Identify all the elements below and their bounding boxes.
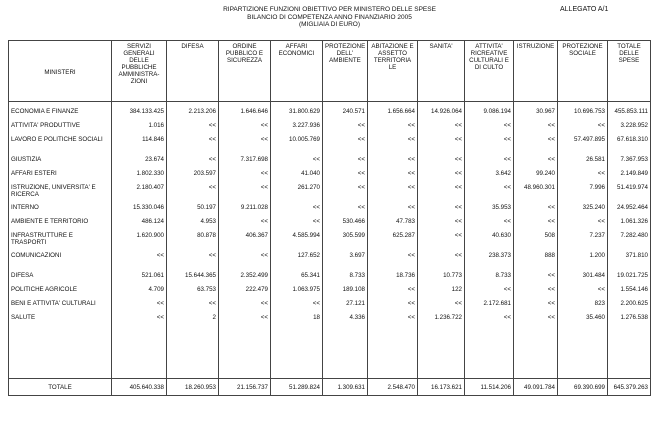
value-cell: << xyxy=(271,300,323,314)
value-cell: << xyxy=(323,156,368,170)
table-row xyxy=(9,272,651,286)
column-header: ORDINE PUBBLICO E SICUREZZA xyxy=(219,41,271,102)
value-cell: 1.200 xyxy=(558,252,608,272)
value-cell: << xyxy=(323,184,368,204)
value-cell: << xyxy=(167,122,219,136)
value-cell: << xyxy=(514,136,558,156)
value-cell: 455.853.111 xyxy=(608,108,651,122)
column-header: TOTALE DELLE SPESE xyxy=(608,41,651,102)
value-cell: 1.063.975 xyxy=(271,286,323,300)
column-header: PROTEZIONE SOCIALE xyxy=(558,41,608,102)
table-row xyxy=(9,252,651,272)
value-cell: 2.172.681 xyxy=(465,300,514,314)
value-cell: << xyxy=(323,122,368,136)
spending-table xyxy=(8,40,651,396)
value-cell: 10.696.753 xyxy=(558,108,608,122)
ministry-name: DIFESA xyxy=(9,272,112,286)
value-cell: 19.021.725 xyxy=(608,272,651,286)
column-header: ISTRUZIONE xyxy=(514,41,558,102)
value-cell: 30.967 xyxy=(514,108,558,122)
ministry-name: SALUTE xyxy=(9,314,112,340)
value-cell: 625.287 xyxy=(368,232,418,252)
spacer-row xyxy=(9,340,651,379)
spacer-cell xyxy=(323,340,368,379)
annex-label: ALLEGATO A/1 xyxy=(560,6,609,13)
value-cell: << xyxy=(112,300,167,314)
value-cell: << xyxy=(167,252,219,272)
ministry-name: BENI E ATTIVITA' CULTURALI xyxy=(9,300,112,314)
value-cell: 7.367.953 xyxy=(608,156,651,170)
value-cell: << xyxy=(465,218,514,232)
value-cell: 888 xyxy=(514,252,558,272)
value-cell: 2.213.206 xyxy=(167,108,219,122)
value-cell: 114.846 xyxy=(112,136,167,156)
total-value-cell: 21.156.737 xyxy=(219,379,271,396)
value-cell: << xyxy=(465,156,514,170)
value-cell: 18 xyxy=(271,314,323,340)
spacer-cell xyxy=(167,340,219,379)
value-cell: << xyxy=(418,122,465,136)
ministry-name: INTERNO xyxy=(9,204,112,218)
value-cell: << xyxy=(219,218,271,232)
ministry-name: ECONOMIA E FINANZE xyxy=(9,108,112,122)
value-cell: << xyxy=(271,156,323,170)
value-cell: << xyxy=(323,204,368,218)
value-cell: 4.336 xyxy=(323,314,368,340)
value-cell: << xyxy=(219,184,271,204)
value-cell: 1.554.146 xyxy=(608,286,651,300)
spacer-cell xyxy=(219,340,271,379)
table-row xyxy=(9,286,651,300)
value-cell: 1.061.326 xyxy=(608,218,651,232)
value-cell: << xyxy=(112,252,167,272)
value-cell: 305.599 xyxy=(323,232,368,252)
spacer-cell xyxy=(465,340,514,379)
value-cell: << xyxy=(514,204,558,218)
value-cell: 24.952.464 xyxy=(608,204,651,218)
value-cell: << xyxy=(465,184,514,204)
value-cell: 27.121 xyxy=(323,300,368,314)
total-value-cell: 69.390.699 xyxy=(558,379,608,396)
value-cell: << xyxy=(514,218,558,232)
value-cell: << xyxy=(368,156,418,170)
column-header: DIFESA xyxy=(167,41,219,102)
value-cell: 80.878 xyxy=(167,232,219,252)
value-cell: << xyxy=(368,204,418,218)
value-cell: 51.419.974 xyxy=(608,184,651,204)
value-cell: 240.571 xyxy=(323,108,368,122)
value-cell: 57.497.895 xyxy=(558,136,608,156)
table-row xyxy=(9,218,651,232)
value-cell: << xyxy=(418,170,465,184)
spacer-cell xyxy=(514,340,558,379)
total-value-cell: 405.640.338 xyxy=(112,379,167,396)
value-cell: << xyxy=(465,314,514,340)
table-row xyxy=(9,300,651,314)
value-cell: << xyxy=(558,286,608,300)
value-cell: 35.953 xyxy=(465,204,514,218)
total-value-cell: 645.379.263 xyxy=(608,379,651,396)
value-cell: << xyxy=(323,136,368,156)
value-cell: 41.040 xyxy=(271,170,323,184)
value-cell: 23.674 xyxy=(112,156,167,170)
value-cell: << xyxy=(271,204,323,218)
value-cell: 3.228.952 xyxy=(608,122,651,136)
value-cell: 31.800.629 xyxy=(271,108,323,122)
spacer-cell xyxy=(368,340,418,379)
total-value-cell: 2.548.470 xyxy=(368,379,418,396)
value-cell: << xyxy=(368,136,418,156)
column-header-ministeri: MINISTERI xyxy=(9,41,112,102)
total-label: TOTALE xyxy=(9,379,112,396)
value-cell: 127.652 xyxy=(271,252,323,272)
value-cell: 2.352.499 xyxy=(219,272,271,286)
value-cell: << xyxy=(514,300,558,314)
subtitle-line: BILANCIO DI COMPETENZA ANNO FINANZIARIO 2005 xyxy=(247,13,412,21)
column-header: AFFARI ECONOMICI xyxy=(271,41,323,102)
total-value-cell: 11.514.206 xyxy=(465,379,514,396)
value-cell: 50.197 xyxy=(167,204,219,218)
table-row xyxy=(9,108,651,122)
value-cell: << xyxy=(323,170,368,184)
value-cell: 26.581 xyxy=(558,156,608,170)
value-cell: 122 xyxy=(418,286,465,300)
value-cell: 4.953 xyxy=(167,218,219,232)
column-header: ABITAZIONE E ASSETTO TERRITORIA LE xyxy=(368,41,418,102)
total-value-cell: 49.091.784 xyxy=(514,379,558,396)
value-cell: << xyxy=(219,170,271,184)
value-cell: 8.733 xyxy=(465,272,514,286)
spacer-cell xyxy=(112,340,167,379)
value-cell: << xyxy=(418,218,465,232)
value-cell: << xyxy=(418,156,465,170)
table-row xyxy=(9,232,651,252)
spacer-cell xyxy=(9,340,112,379)
value-cell: 18.736 xyxy=(368,272,418,286)
value-cell: 301.484 xyxy=(558,272,608,286)
spacer-cell xyxy=(271,340,323,379)
value-cell: 823 xyxy=(558,300,608,314)
ministry-name: ATTIVITA' PRODUTTIVE xyxy=(9,122,112,136)
value-cell: << xyxy=(514,314,558,340)
value-cell: 67.618.310 xyxy=(608,136,651,156)
value-cell: 1.236.722 xyxy=(418,314,465,340)
value-cell: << xyxy=(558,122,608,136)
value-cell: 1.802.330 xyxy=(112,170,167,184)
spacer-cell xyxy=(608,340,651,379)
value-cell: 2.200.625 xyxy=(608,300,651,314)
value-cell: << xyxy=(418,300,465,314)
value-cell: 48.960.301 xyxy=(514,184,558,204)
value-cell: 3.697 xyxy=(323,252,368,272)
ministry-name: LAVORO E POLITICHE SOCIALI xyxy=(9,136,112,156)
units-line: (MIGLIAIA DI EURO) xyxy=(298,21,361,28)
total-value-cell: 51.289.824 xyxy=(271,379,323,396)
value-cell: 371.810 xyxy=(608,252,651,272)
value-cell: 7.237 xyxy=(558,232,608,252)
value-cell: 63.753 xyxy=(167,286,219,300)
value-cell: << xyxy=(167,300,219,314)
ministry-name: INFRASTRUTTURE E TRASPORTI xyxy=(9,232,112,252)
value-cell: 2.149.849 xyxy=(608,170,651,184)
value-cell: 8.733 xyxy=(323,272,368,286)
value-cell: 40.630 xyxy=(465,232,514,252)
value-cell: 99.240 xyxy=(514,170,558,184)
spacer-cell xyxy=(558,340,608,379)
value-cell: << xyxy=(514,272,558,286)
value-cell: << xyxy=(514,156,558,170)
table-row xyxy=(9,122,651,136)
title-line: RIPARTIZIONE FUNZIONI OBIETTIVO PER MINISTERO DELLE SPESE xyxy=(223,6,436,13)
value-cell: 15.330.046 xyxy=(112,204,167,218)
ministry-name: GIUSTIZIA xyxy=(9,156,112,170)
total-value-cell: 1.309.631 xyxy=(323,379,368,396)
value-cell: 1.646.646 xyxy=(219,108,271,122)
value-cell: << xyxy=(418,232,465,252)
value-cell: 189.108 xyxy=(323,286,368,300)
value-cell: << xyxy=(219,300,271,314)
value-cell: 35.460 xyxy=(558,314,608,340)
value-cell: << xyxy=(368,286,418,300)
table-row xyxy=(9,184,651,204)
value-cell: 4.709 xyxy=(112,286,167,300)
value-cell: 7.282.480 xyxy=(608,232,651,252)
value-cell: 3.642 xyxy=(465,170,514,184)
value-cell: << xyxy=(368,170,418,184)
value-cell: << xyxy=(167,184,219,204)
column-header: SERVIZI GENERALI DELLE PUBBLICHE AMMINISTRA-ZIONI xyxy=(112,41,167,102)
value-cell: << xyxy=(558,218,608,232)
value-cell: 14.926.064 xyxy=(418,108,465,122)
table-row xyxy=(9,314,651,340)
value-cell: << xyxy=(514,122,558,136)
value-cell: 508 xyxy=(514,232,558,252)
value-cell: 384.133.425 xyxy=(112,108,167,122)
value-cell: 9.211.028 xyxy=(219,204,271,218)
value-cell: 2.180.407 xyxy=(112,184,167,204)
value-cell: 47.783 xyxy=(368,218,418,232)
total-row xyxy=(9,379,651,396)
value-cell: 238.373 xyxy=(465,252,514,272)
value-cell: << xyxy=(368,184,418,204)
value-cell: 325.240 xyxy=(558,204,608,218)
value-cell: 15.644.365 xyxy=(167,272,219,286)
value-cell: << xyxy=(167,136,219,156)
value-cell: 7.317.698 xyxy=(219,156,271,170)
value-cell: 406.367 xyxy=(219,232,271,252)
value-cell: 65.341 xyxy=(271,272,323,286)
value-cell: 261.270 xyxy=(271,184,323,204)
ministry-name: AMBIENTE E TERRITORIO xyxy=(9,218,112,232)
ministry-name: COMUNICAZIONI xyxy=(9,252,112,272)
value-cell: 7.996 xyxy=(558,184,608,204)
ministry-name: ISTRUZIONE, UNIVERSITA' E RICERCA xyxy=(9,184,112,204)
value-cell: << xyxy=(167,156,219,170)
value-cell: << xyxy=(418,184,465,204)
column-header: ATTIVITA' RICREATIVE CULTURALI E DI CULTO xyxy=(465,41,514,102)
value-cell: << xyxy=(514,286,558,300)
column-header: SANITA' xyxy=(418,41,465,102)
value-cell: << xyxy=(112,314,167,340)
value-cell: 1.016 xyxy=(112,122,167,136)
table-row xyxy=(9,156,651,170)
table-row xyxy=(9,204,651,218)
value-cell: 1.620.900 xyxy=(112,232,167,252)
ministry-name: POLITICHE AGRICOLE xyxy=(9,286,112,300)
value-cell: << xyxy=(418,204,465,218)
value-cell: << xyxy=(418,252,465,272)
total-value-cell: 18.260.953 xyxy=(167,379,219,396)
value-cell: 9.086.194 xyxy=(465,108,514,122)
value-cell: 3.227.936 xyxy=(271,122,323,136)
spacer-cell xyxy=(418,340,465,379)
value-cell: 4.585.994 xyxy=(271,232,323,252)
table-header-row xyxy=(9,41,651,102)
value-cell: << xyxy=(271,218,323,232)
table-row xyxy=(9,170,651,184)
value-cell: 10.773 xyxy=(418,272,465,286)
value-cell: << xyxy=(465,136,514,156)
total-value-cell: 16.173.621 xyxy=(418,379,465,396)
value-cell: << xyxy=(368,314,418,340)
column-header: PROTEZIONE DELL' AMBIENTE xyxy=(323,41,368,102)
value-cell: << xyxy=(465,286,514,300)
value-cell: 530.466 xyxy=(323,218,368,232)
value-cell: << xyxy=(558,170,608,184)
value-cell: 1.656.664 xyxy=(368,108,418,122)
value-cell: << xyxy=(219,314,271,340)
value-cell: << xyxy=(219,252,271,272)
value-cell: << xyxy=(219,122,271,136)
value-cell: 10.005.769 xyxy=(271,136,323,156)
table-row xyxy=(9,136,651,156)
value-cell: 1.276.538 xyxy=(608,314,651,340)
value-cell: << xyxy=(465,122,514,136)
value-cell: << xyxy=(219,136,271,156)
document-header xyxy=(0,6,659,29)
value-cell: << xyxy=(368,122,418,136)
value-cell: 222.479 xyxy=(219,286,271,300)
value-cell: << xyxy=(418,136,465,156)
value-cell: << xyxy=(368,252,418,272)
ministry-name: AFFARI ESTERI xyxy=(9,170,112,184)
value-cell: 486.124 xyxy=(112,218,167,232)
value-cell: 203.597 xyxy=(167,170,219,184)
value-cell: 521.061 xyxy=(112,272,167,286)
value-cell: 2 xyxy=(167,314,219,340)
value-cell: << xyxy=(368,300,418,314)
